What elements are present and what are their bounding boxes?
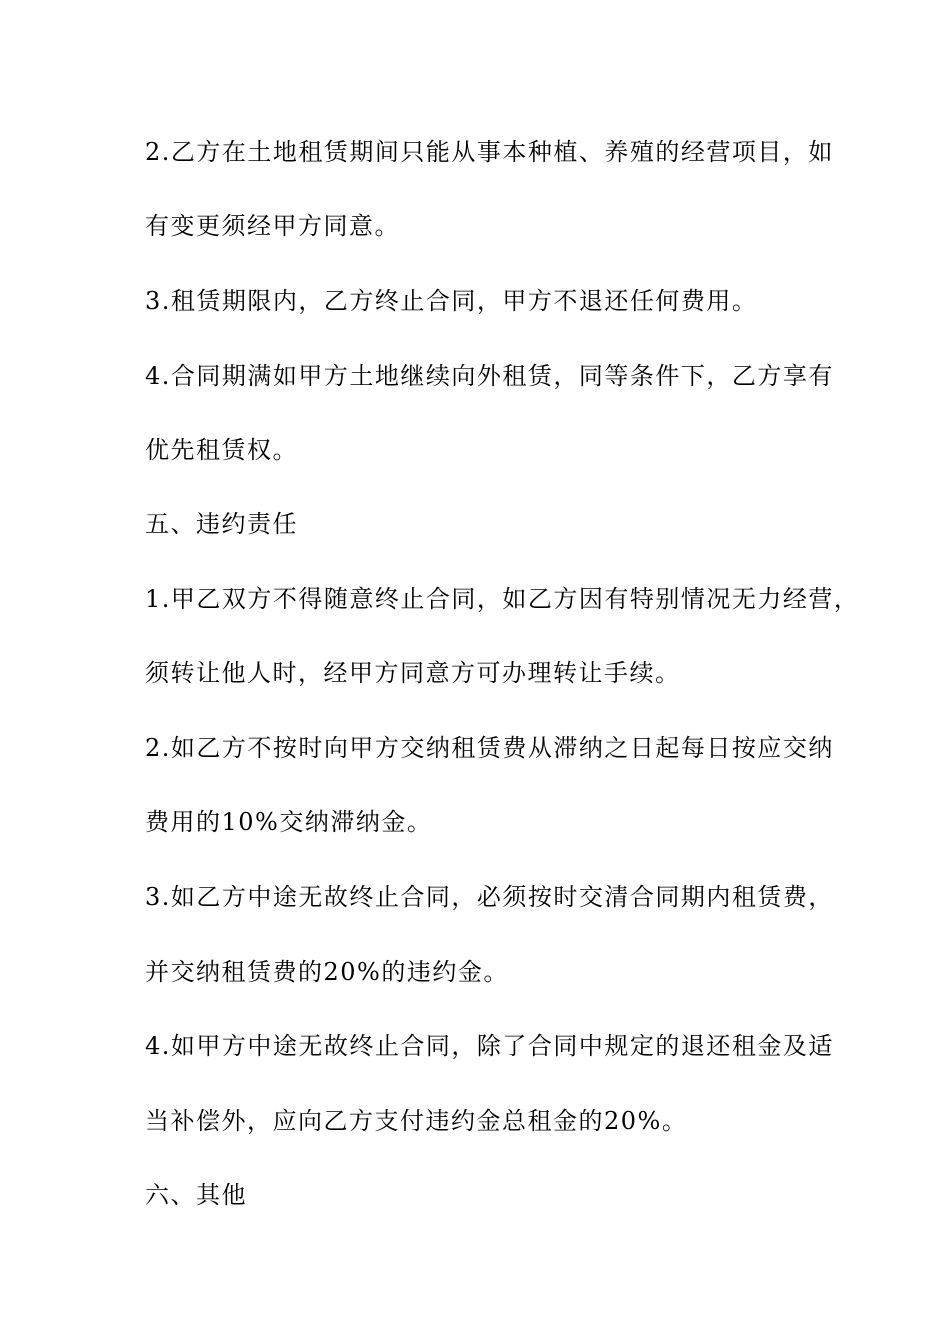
clause-5-2-line-2: 费用的10%交纳滞纳金。 [145, 808, 433, 836]
clause-5-1-line-2: 须转让他人时，经甲方同意方可办理转让手续。 [145, 659, 681, 687]
clause-5-3-line-2: 并交纳租赁费的20%的违约金。 [145, 958, 509, 986]
clause-5-4-line-2: 当补偿外，应向乙方支付违约金总租金的20%。 [145, 1107, 688, 1135]
section-heading-other: 六、其他 [145, 1181, 247, 1209]
clause-4-2-line-1: 2.乙方在土地租赁期间只能从事本种植、养殖的经营项目，如 [145, 138, 834, 166]
clause-5-2-line-1: 2.如乙方不按时向甲方交纳租赁费从滞纳之日起每日按应交纳 [145, 734, 834, 762]
clause-5-3-line-1: 3.如乙方中途无故终止合同，必须按时交清合同期内租赁费， [145, 883, 834, 911]
clause-4-4-line-2: 优先租赁权。 [145, 436, 298, 464]
clause-5-4-line-1: 4.如甲方中途无故终止合同，除了合同中规定的退还租金及适 [145, 1032, 834, 1060]
section-heading-breach-liability: 五、违约责任 [145, 510, 298, 538]
clause-5-1-line-1: 1.甲乙双方不得随意终止合同，如乙方因有特别情况无力经营， [145, 585, 860, 613]
clause-4-3: 3.租赁期限内，乙方终止合同，甲方不退还任何费用。 [145, 287, 758, 315]
clause-4-4-line-1: 4.合同期满如甲方土地继续向外租赁，同等条件下，乙方享有 [145, 362, 834, 390]
clause-4-2-line-2: 有变更须经甲方同意。 [145, 212, 400, 240]
